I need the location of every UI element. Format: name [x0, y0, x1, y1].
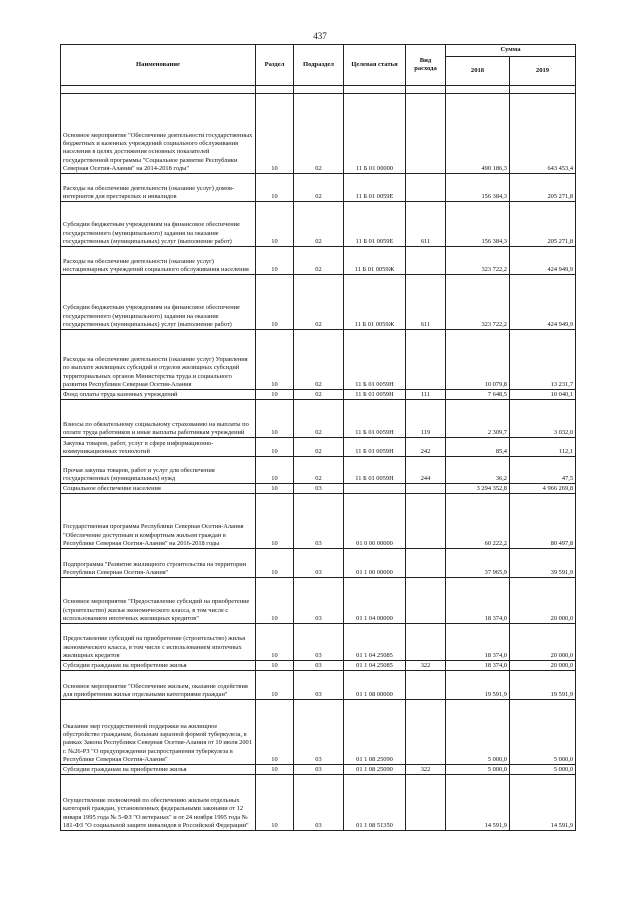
row-expense-type	[406, 549, 446, 578]
row-value-2019: 205 271,8	[510, 202, 576, 247]
row-expense-type	[406, 578, 446, 624]
row-target: 01 1 08 25090	[344, 765, 406, 775]
table-row	[61, 775, 576, 831]
row-section: 10	[256, 700, 294, 765]
table-row	[61, 661, 576, 671]
row-name: Субсидии гражданам на приобретение жилья	[61, 661, 256, 671]
row-value-2019: 3 032,0	[510, 400, 576, 438]
row-section: 10	[256, 330, 294, 390]
budget-table	[60, 44, 576, 831]
row-name: Прочая закупка товаров, работ и услуг для обеспечения государственных (муниципальных) нужд	[61, 457, 256, 484]
row-subsection: 03	[294, 700, 344, 765]
row-section: 10	[256, 247, 294, 275]
row-target	[344, 484, 406, 494]
row-value-2018: 19 591,9	[446, 671, 510, 700]
row-value-2019: 20 000,0	[510, 661, 576, 671]
row-expense-type	[406, 494, 446, 549]
row-value-2018: 18 374,0	[446, 578, 510, 624]
header-name: Наименование	[61, 45, 256, 86]
row-section: 10	[256, 275, 294, 330]
table-row	[61, 202, 576, 247]
row-value-2018: 3 294 352,8	[446, 484, 510, 494]
row-name: Субсидии бюджетным учреждениям на финансовое обеспечение государственного (муниципального) задания на оказание государственных (муниципальных) услуг (выполнение работ)	[61, 202, 256, 247]
row-expense-type	[406, 484, 446, 494]
row-name: Субсидии гражданам на приобретение жилья	[61, 765, 256, 775]
row-value-2018: 14 591,9	[446, 775, 510, 831]
row-subsection: 03	[294, 624, 344, 661]
header-2018: 2018	[446, 57, 510, 86]
row-name: Подпрограмма "Развитие жилищного строительства на территории Республики Северная Осетия-Алания"	[61, 549, 256, 578]
table-row	[61, 400, 576, 438]
row-expense-type	[406, 330, 446, 390]
row-value-2018: 156 384,3	[446, 202, 510, 247]
row-name: Закупка товаров, работ, услуг в сфере информационно-коммуникационных технологий	[61, 438, 256, 457]
row-value-2019: 5 000,0	[510, 765, 576, 775]
row-value-2019: 643 453,4	[510, 94, 576, 174]
row-name: Взносы по обязательному социальному страхованию на выплаты по оплате труда работников и иные выплаты работникам учреждений	[61, 400, 256, 438]
row-section: 10	[256, 484, 294, 494]
row-value-2018: 36,2	[446, 457, 510, 484]
table-row	[61, 484, 576, 494]
row-expense-type: 111	[406, 390, 446, 400]
table-row	[61, 494, 576, 549]
row-subsection: 03	[294, 484, 344, 494]
row-name: Расходы на обеспечение деятельности (оказание услуг) нестационарных учреждений социального обслуживания населения	[61, 247, 256, 275]
row-subsection: 03	[294, 775, 344, 831]
row-expense-type: 244	[406, 457, 446, 484]
row-expense-type	[406, 624, 446, 661]
row-name: Государственная программа Республики Северная Осетия-Алания "Обеспечение доступным и комфортным жильем граждан в Республике Северная Осетия-Алания" на 2016-2018 годы	[61, 494, 256, 549]
row-subsection: 03	[294, 671, 344, 700]
row-value-2018: 5 000,0	[446, 700, 510, 765]
row-expense-type: 611	[406, 202, 446, 247]
table-row	[61, 174, 576, 202]
row-value-2019: 20 000,0	[510, 624, 576, 661]
row-subsection: 02	[294, 400, 344, 438]
row-subsection: 02	[294, 275, 344, 330]
row-section: 10	[256, 765, 294, 775]
table-row	[61, 247, 576, 275]
row-value-2019: 39 591,9	[510, 549, 576, 578]
row-name: Основное мероприятие "Предоставление субсидий на приобретение (строительство) жилья экономического класса, в том числе с использованием ипотечных жилищных кредитов"	[61, 578, 256, 624]
row-value-2018: 323 722,2	[446, 275, 510, 330]
row-target: 01 1 08 25090	[344, 700, 406, 765]
row-expense-type	[406, 174, 446, 202]
row-value-2019: 13 231,7	[510, 330, 576, 390]
row-name: Расходы на обеспечение деятельности (оказание услуг) Управления по выплате жилищных субсидий и отделов жилищных субсидий территориальных органов Министерства труда и социального развития Республики Северная Осетия-Алания	[61, 330, 256, 390]
row-target: 11 Б 01 0059Ж	[344, 247, 406, 275]
row-section: 10	[256, 400, 294, 438]
header-target: Целевая статья	[344, 45, 406, 86]
table-row	[61, 549, 576, 578]
row-value-2019: 19 591,9	[510, 671, 576, 700]
row-value-2018: 10 079,8	[446, 330, 510, 390]
row-value-2018: 18 374,0	[446, 624, 510, 661]
row-value-2019: 47,5	[510, 457, 576, 484]
row-expense-type: 119	[406, 400, 446, 438]
row-subsection: 02	[294, 457, 344, 484]
row-name: Социальное обеспечение населения	[61, 484, 256, 494]
row-expense-type: 322	[406, 765, 446, 775]
row-subsection: 02	[294, 202, 344, 247]
row-subsection: 03	[294, 578, 344, 624]
row-name: Расходы на обеспечение деятельности (оказание услуг) домов-интернатов для престарелых и инвалидов	[61, 174, 256, 202]
row-value-2018: 37 965,9	[446, 549, 510, 578]
table-row	[61, 390, 576, 400]
row-expense-type	[406, 700, 446, 765]
row-name: Основное мероприятие "Обеспечение жильем, оказание содействия для приобретения жилья отдельными категориями граждан"	[61, 671, 256, 700]
row-value-2019: 112,1	[510, 438, 576, 457]
row-section: 10	[256, 174, 294, 202]
row-section: 10	[256, 390, 294, 400]
row-target: 01 1 04 25085	[344, 661, 406, 671]
row-subsection: 02	[294, 390, 344, 400]
row-subsection: 03	[294, 549, 344, 578]
row-value-2019: 5 000,0	[510, 700, 576, 765]
row-section: 10	[256, 661, 294, 671]
table-row	[61, 765, 576, 775]
table-row	[61, 330, 576, 390]
row-value-2018: 156 384,3	[446, 174, 510, 202]
row-expense-type	[406, 247, 446, 275]
row-value-2018: 2 309,7	[446, 400, 510, 438]
row-value-2018: 5 000,0	[446, 765, 510, 775]
table-row	[61, 578, 576, 624]
header-expense-type: Вид расхода	[406, 45, 446, 86]
row-expense-type: 242	[406, 438, 446, 457]
row-value-2018: 18 374,0	[446, 661, 510, 671]
table-row	[61, 700, 576, 765]
row-subsection: 02	[294, 438, 344, 457]
row-target: 11 Б 01 0059Е	[344, 174, 406, 202]
row-target: 11 Б 01 0059Н	[344, 400, 406, 438]
row-value-2018: 85,4	[446, 438, 510, 457]
page-number: 437	[313, 31, 327, 41]
row-subsection: 02	[294, 330, 344, 390]
row-expense-type: 611	[406, 275, 446, 330]
row-target: 01 1 04 00000	[344, 578, 406, 624]
table-row	[61, 624, 576, 661]
row-value-2019: 10 040,1	[510, 390, 576, 400]
row-value-2019: 424 949,9	[510, 275, 576, 330]
row-value-2019: 205 271,8	[510, 174, 576, 202]
row-target: 11 Б 01 0059Н	[344, 390, 406, 400]
row-value-2019: 80 497,8	[510, 494, 576, 549]
row-value-2019: 424 949,9	[510, 247, 576, 275]
row-target: 01 1 08 00000	[344, 671, 406, 700]
row-target: 11 Б 01 0059Н	[344, 330, 406, 390]
row-section: 10	[256, 624, 294, 661]
row-expense-type	[406, 94, 446, 174]
row-section: 10	[256, 775, 294, 831]
row-value-2018: 323 722,2	[446, 247, 510, 275]
table-row	[61, 275, 576, 330]
row-section: 10	[256, 494, 294, 549]
row-value-2018: 60 222,2	[446, 494, 510, 549]
row-target: 01 1 04 25085	[344, 624, 406, 661]
row-value-2018: 7 648,5	[446, 390, 510, 400]
header-section: Раздел	[256, 45, 294, 86]
row-target: 11 Б 01 0059Е	[344, 202, 406, 247]
row-name: Субсидии бюджетным учреждениям на финансовое обеспечение государственного (муниципального) задания на оказание государственных (муниципальных) услуг (выполнение работ)	[61, 275, 256, 330]
row-target: 01 1 00 00000	[344, 549, 406, 578]
row-value-2019: 14 591,9	[510, 775, 576, 831]
table-row	[61, 94, 576, 174]
row-subsection: 02	[294, 247, 344, 275]
row-subsection: 02	[294, 174, 344, 202]
row-name: Оказание мер государственной поддержки на жилищное обустройство гражданам, больным заразной формой туберкулеза, в рамках Закона Республики Северная Осетия-Алания от 10 июля 2001 г. №26-РЗ "О предупреждении распространения туберкулеза в Республике Северная Осетия-Алания"	[61, 700, 256, 765]
row-section: 10	[256, 549, 294, 578]
table-row	[61, 438, 576, 457]
row-target: 11 Б 01 00000	[344, 94, 406, 174]
row-subsection: 02	[294, 94, 344, 174]
row-subsection: 03	[294, 765, 344, 775]
row-subsection: 03	[294, 661, 344, 671]
header-subsection: Подраздел	[294, 45, 344, 86]
row-expense-type	[406, 775, 446, 831]
table-row	[61, 671, 576, 700]
row-section: 10	[256, 671, 294, 700]
row-subsection: 03	[294, 494, 344, 549]
row-value-2019: 4 966 269,8	[510, 484, 576, 494]
row-section: 10	[256, 457, 294, 484]
row-section: 10	[256, 202, 294, 247]
row-target: 11 Б 01 0059Н	[344, 457, 406, 484]
header-sum: Сумма	[446, 45, 576, 57]
row-value-2019: 20 000,0	[510, 578, 576, 624]
row-expense-type	[406, 671, 446, 700]
table-body	[61, 94, 576, 831]
row-section: 10	[256, 94, 294, 174]
table-row	[61, 457, 576, 484]
row-name: Фонд оплаты труда казенных учреждений	[61, 390, 256, 400]
row-name: Основное мероприятие "Обеспечение деятельности государственных бюджетных и казенных учреждений социального обслуживания населения в целях достижения основных показателей государственной программы "Социальное развитие Республики Северная Осетия-Алания" на 2014-2018 годы"	[61, 94, 256, 174]
row-target: 11 Б 01 0059Н	[344, 438, 406, 457]
row-target: 01 0 00 00000	[344, 494, 406, 549]
header-2019: 2019	[510, 57, 576, 86]
row-section: 10	[256, 438, 294, 457]
row-section: 10	[256, 578, 294, 624]
row-name: Осуществление полномочий по обеспечению жильем отдельных категорий граждан, установленных федеральными законами от 12 января 1995 года № 5-ФЗ "О ветеранах" и от 24 ноября 1995 года № 181-ФЗ "О социальной защите инвалидов в Российской Федерации"	[61, 775, 256, 831]
row-name: Предоставление субсидий на приобретение (строительство) жилья экономического класса, в том числе с использованием ипотечных жилищных кредитов	[61, 624, 256, 661]
row-target: 01 1 08 51350	[344, 775, 406, 831]
row-value-2018: 490 186,3	[446, 94, 510, 174]
row-target: 11 Б 01 0059Ж	[344, 275, 406, 330]
row-expense-type: 322	[406, 661, 446, 671]
